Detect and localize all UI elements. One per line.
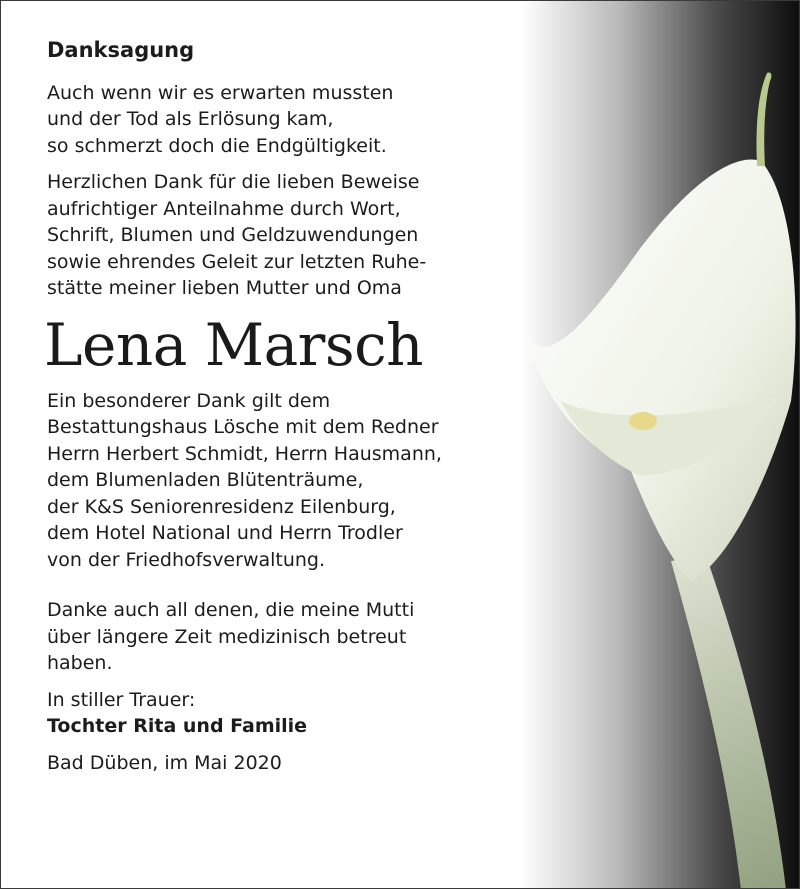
place-date [47, 750, 517, 777]
special-thanks-line: Herrn Herbert Schmidt, Herrn Hausmann, [47, 442, 442, 465]
intro-line: und der Tod als Erlösung kam, [47, 108, 334, 130]
care-thanks-line: haben. [47, 652, 113, 674]
special-thanks-line: der K&S Seniorenresidenz Eilenburg, [47, 495, 396, 518]
special-thanks-line: Bestattungshaus Lösche mit dem Redner [47, 416, 439, 438]
deceased-name: Lena Marsch [44, 310, 424, 379]
calla-lily-photo [521, 1, 800, 889]
text-column [44, 37, 517, 786]
heading: Danksagung [47, 38, 195, 62]
thanks-line: Herzlichen Dank für die lieben Beweise [47, 171, 420, 193]
thanks-line: aufrichtiger Anteilnahme durch Wort, [47, 197, 401, 220]
special-thanks-line: dem Blumenladen Blütenträume, [47, 469, 364, 491]
place-date-text: Bad Düben, im Mai 2020 [47, 751, 282, 774]
mourners: Tochter Rita und Familie [47, 715, 308, 737]
thanks-paragraph [47, 169, 517, 302]
intro-line: so schmerzt doch die Endgültigkeit. [47, 134, 387, 157]
thanks-line: stätte meiner lieben Mutter und Oma [47, 277, 402, 299]
care-thanks-paragraph [47, 597, 517, 677]
mourning-label: In stiller Trauer: [47, 688, 196, 711]
special-thanks-line: von der Friedhofsverwaltung. [47, 548, 326, 571]
special-thanks-paragraph [47, 388, 517, 574]
thanks-line: Schrift, Blumen und Geldzuwendungen [47, 224, 419, 246]
signature-block [47, 687, 517, 740]
intro-paragraph [47, 80, 517, 160]
special-thanks-line: Ein besonderer Dank gilt dem [47, 389, 331, 412]
care-thanks-line: Danke auch all denen, die meine Mutti [47, 599, 415, 621]
care-thanks-line: über längere Zeit medizinisch betreut [47, 625, 407, 648]
thanks-line: sowie ehrendes Geleit zur letzten Ruhe- [47, 250, 427, 273]
special-thanks-line: dem Hotel National und Herrn Trodler [47, 522, 403, 544]
intro-line: Auch wenn wir es erwarten mussten [47, 81, 394, 104]
